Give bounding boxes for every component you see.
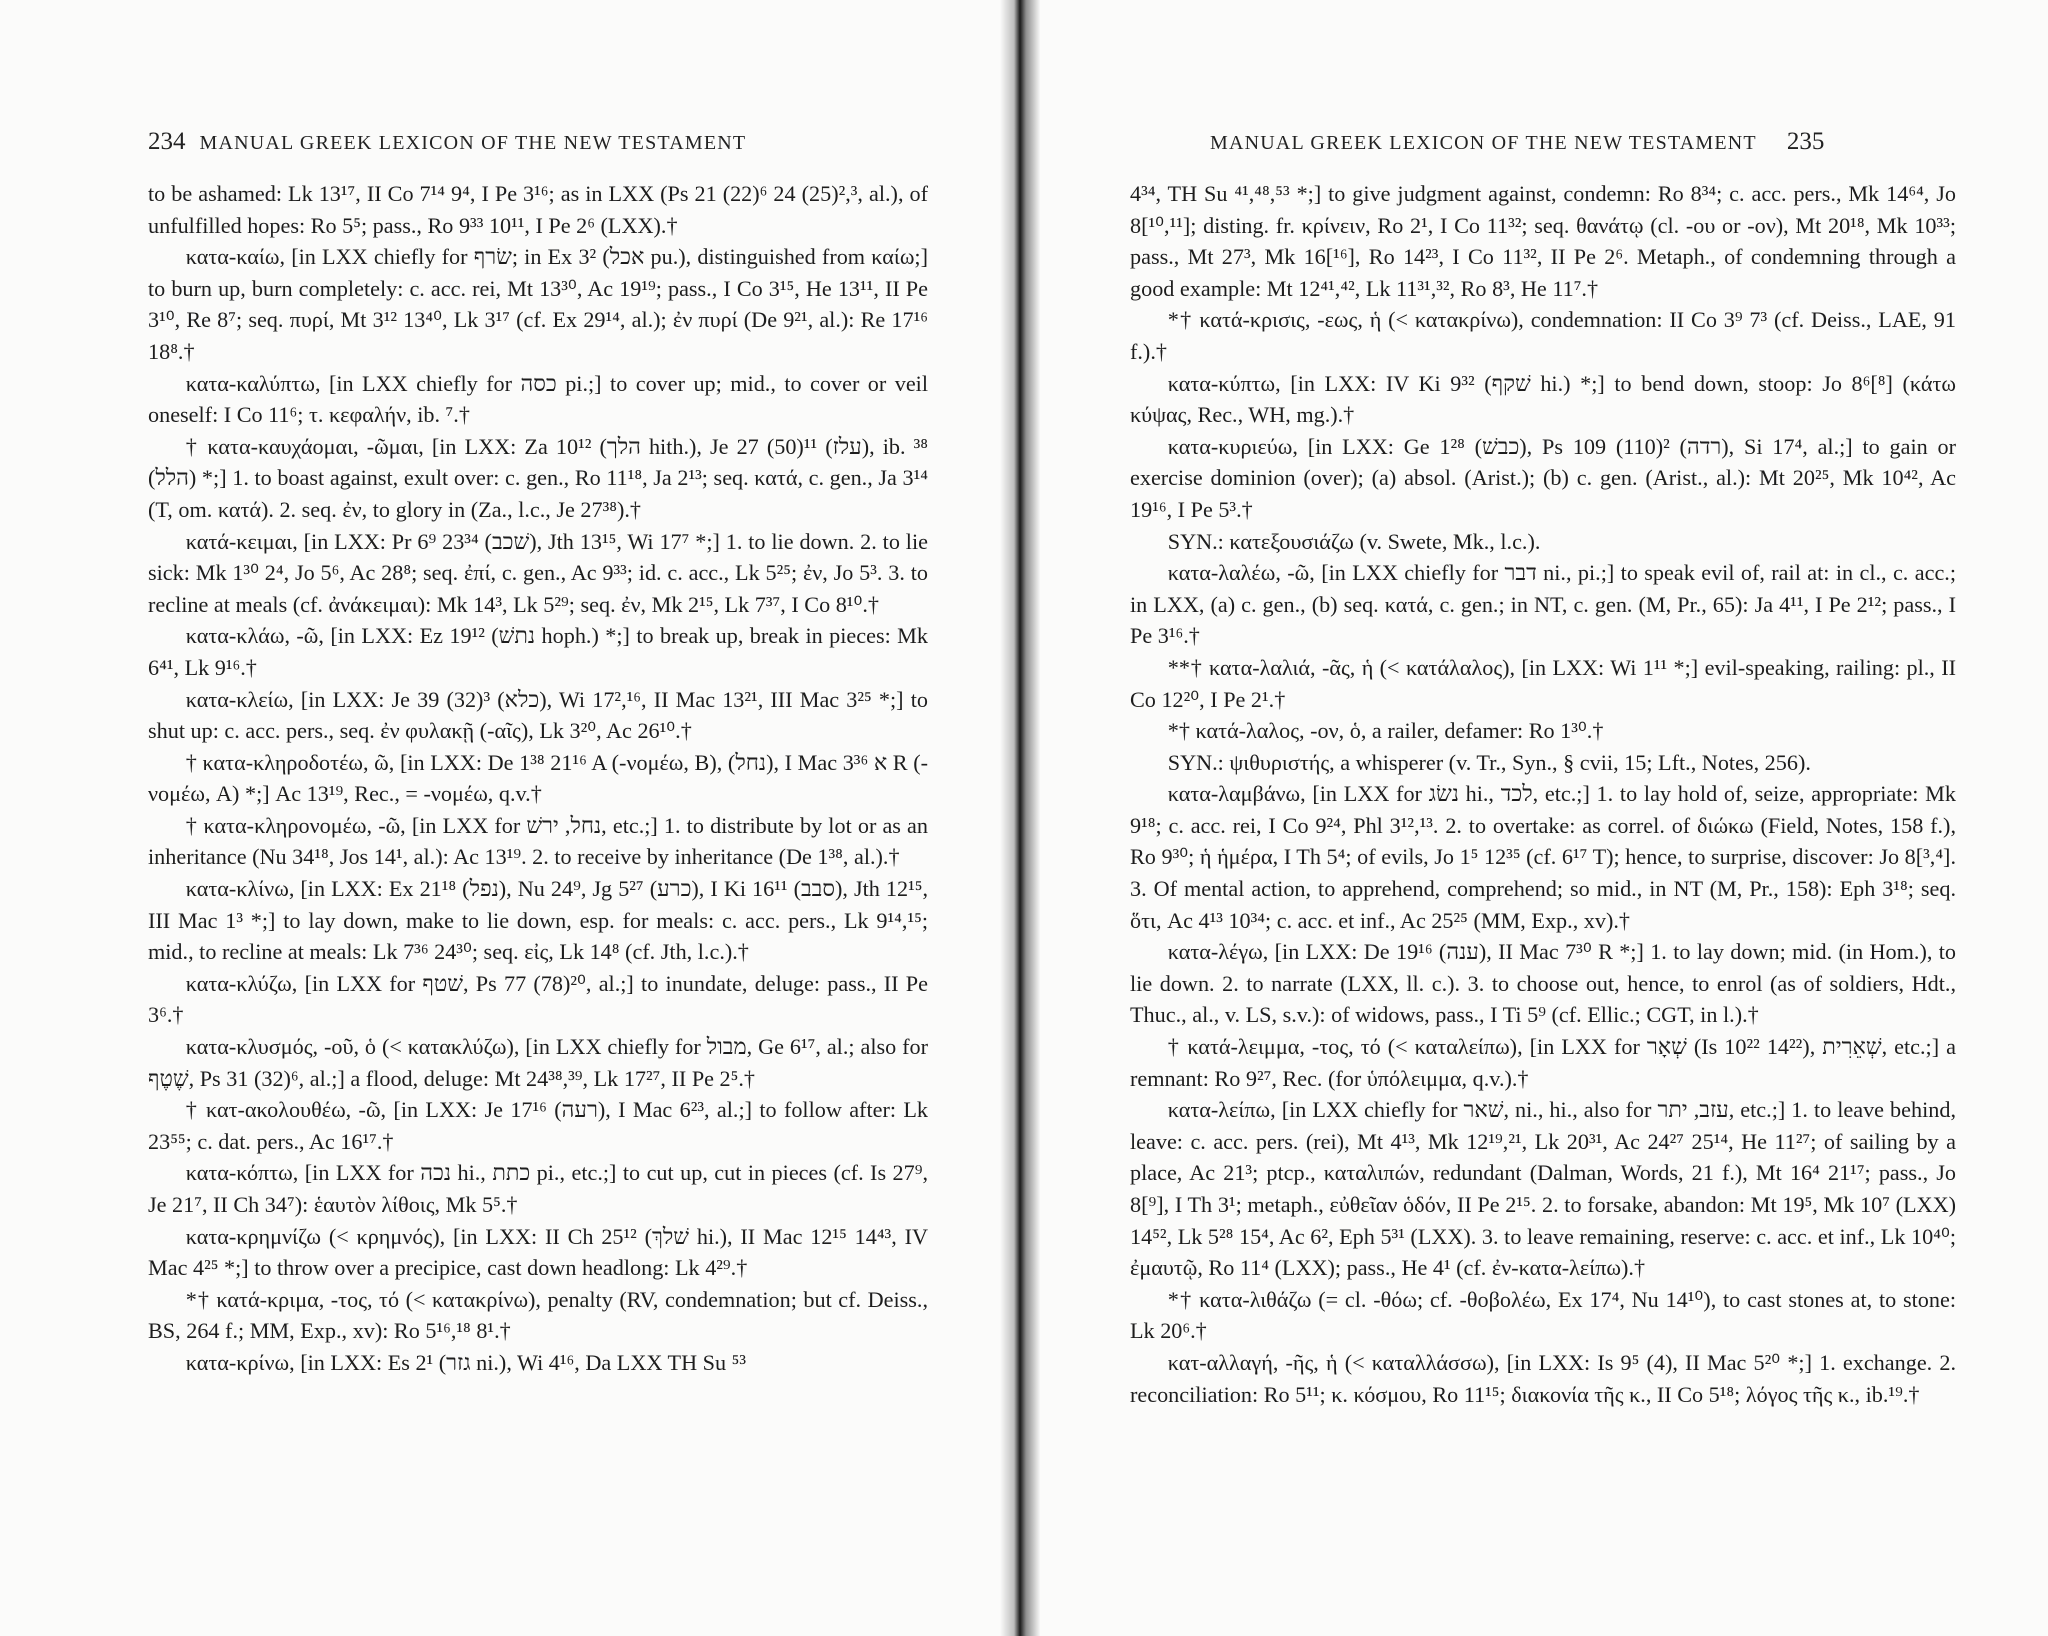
lexicon-entry: 4³⁴, TH Su ⁴¹,⁴⁸,⁵³ *;] to give judgment against, condemn: Ro 8³⁴; c. acc. pers., Mk 14⁶⁴, Jo 8[¹⁰,¹¹]; disting. fr. κρίνειν, Ro 2¹, I Co 11³²; seq. θανάτῳ (cl. -ου or -ον), Mt 20¹⁸, Mk 10³³; pass., Mt 27³, Mk 16[¹⁶], Ro 14²³, I Co 11³², II Pe 2⁶. Metaph., of condemning through a good example: Mt 12⁴¹,⁴², Lk 11³¹,³², Ro 8³, He 11⁷.† xyxy=(1130,181,1956,301)
lexicon-entry: κατα-κλύζω, [in LXX for שׁטף, Ps 77 (78)²⁰, al.;] to inundate, deluge: pass., II Pe 3⁶.† xyxy=(148,970,928,1028)
left-entries-column xyxy=(148,178,928,1379)
lexicon-entry: **† κατα-λαλιά, -ᾶς, ἡ (< κατάλαλος), [in LXX: Wi 1¹¹ *;] evil-speaking, railing: pl., II Co 12²⁰, I Pe 2¹.† xyxy=(1130,654,1956,712)
lexicon-entry: κατα-καίω, [in LXX chiefly for שׂרף; in Ex 3² (אכל pu.), distinguished from καίω;] to burn up, burn completely: c. acc. rei, Mt 13³⁰, Ac 19¹⁹; pass., I Co 3¹⁵, He 13¹¹, II Pe 3¹⁰, Re 8⁷; seq. πυρί, Mt 3¹² 13⁴⁰, Lk 3¹⁷ (cf. Ex 29¹⁴, al.); ἐν πυρί (De 9²¹, al.): Re 17¹⁶ 18⁸.† xyxy=(148,244,928,364)
lexicon-entry: † κατα-καυχάομαι, -ῶμαι, [in LXX: Za 10¹² (הלך hith.), Je 27 (50)¹¹ (עלז), ib. ³⁸ (הלל) *;] 1. to boast against, exult over: c. gen., Ro 11¹⁸, Ja 2¹³; seq. κατά, c. gen., Ja 3¹⁴ (T, om. κατά). 2. seq. ἐν, to glory in (Za., l.c., Je 27³⁸).† xyxy=(148,433,928,522)
lexicon-entry: *† κατα-λιθάζω (= cl. -θόω; cf. -θοβολέω, Ex 17⁴, Nu 14¹⁰), to cast stones at, to stone: Lk 20⁶.† xyxy=(1130,1286,1956,1344)
lexicon-entry: κατα-καλύπτω, [in LXX chiefly for כסה pi.;] to cover up; mid., to cover or veil oneself: I Co 11⁶; τ. κεφαλήν, ib. ⁷.† xyxy=(148,370,929,428)
lexicon-entry: κατα-κλίνω, [in LXX: Ex 21¹⁸ (נפל), Nu 24⁹, Jg 5²⁷ (כרע), I Ki 16¹¹ (סבב), Jth 12¹⁵, III Mac 1³ *;] to lay down, make to lie down, esp. for meals: c. acc. pers., Lk 9¹⁴,¹⁵; mid., to recline at meals: Lk 7³⁶ 24³⁰; seq. εἰς, Lk 14⁸ (cf. Jth, l.c.).† xyxy=(148,876,929,965)
lexicon-entry: κατα-λείπω, [in LXX chiefly for שׁאר, ni., hi., also for עזב, יתר, etc.;] 1. to leave behind, leave: c. acc. pers. (rei), Mt 4¹³, Mk 12¹⁹,²¹, Lk 20³¹, Ac 24²⁷ 25¹⁴, He 11²⁷; of sailing by a place, Ac 21³; ptcp., καταλιπών, redundant (Dalman, Words, 21 f.), Mt 16⁴ 21¹⁷; pass., Jo 8[⁹], I Th 3¹; metaph., εὐθεῖαν ὁδόν, II Pe 2¹⁵. 2. to forsake, abandon: Mt 19⁵, Mk 10⁷ (LXX) 14⁵², Lk 5²⁸ 15⁴, Ac 6², Eph 5³¹ (LXX). 3. to leave remaining, reserve: c. acc. et inf., Lk 10⁴⁰; ἐμαυτῷ, Ro 11⁴ (LXX); pass., He 4¹ (cf. ἐν-κατα-λείπω).† xyxy=(1130,1097,1956,1281)
lexicon-entry: κατα-κόπτω, [in LXX for נכה hi., כתת pi., etc.;] to cut up, cut in pieces (cf. Is 27⁹, Je 21⁷, II Ch 34⁷): ἑαυτὸν λίθοις, Mk 5⁵.† xyxy=(148,1160,928,1217)
lexicon-entry: to be ashamed: Lk 13¹⁷, II Co 7¹⁴ 9⁴, I Pe 3¹⁶; as in LXX (Ps 21 (22)⁶ 24 (25)²,³, al.), of unfulfilled hopes: Ro 5⁵; pass., Ro 9³³ 10¹¹, I Pe 2⁶ (LXX).† xyxy=(148,181,928,238)
right-entries-column xyxy=(1130,178,1956,1410)
right-running-head xyxy=(1210,128,1824,156)
left-running-head xyxy=(148,128,746,156)
lexicon-entry: κατα-κυριεύω, [in LXX: Ge 1²⁸ (כבשׁ), Ps 109 (110)² (רדה), Si 17⁴, al.;] to gain or exercise dominion (over); (a) absol. (Arist.); (b) c. gen. (Arist., al.): Mt 20²⁵, Mk 10⁴², Ac 19¹⁶, I Pe 5³.† xyxy=(1130,433,1956,522)
lexicon-entry: κατ-αλλαγή, -ῆς, ἡ (< καταλλάσσω), [in LXX: Is 9⁵ (4), II Mac 5²⁰ *;] 1. exchange. 2. reconciliation: Ro 5¹¹; κ. κόσμου, Ro 11¹⁵; διακονία τῆς κ., II Co 5¹⁸; λόγος τῆς κ., ib.¹⁹.† xyxy=(1130,1349,1956,1407)
book-gutter xyxy=(1000,0,1040,1636)
right-page xyxy=(1030,0,2048,1636)
lexicon-entry: *† κατά-κριμα, -τος, τό (< κατακρίνω), penalty (RV, condemnation; but cf. Deiss., BS, 264 f.; MM, Exp., xv): Ro 5¹⁶,¹⁸ 8¹.† xyxy=(148,1286,928,1344)
right-running-title: MANUAL GREEK LEXICON OF THE NEW TESTAMENT xyxy=(1210,132,1757,154)
lexicon-entry: † κατα-κληρονομέω, -ῶ, [in LXX for נחל, ירשׁ, etc.;] 1. to distribute by lot or as an inheritance (Nu 34¹⁸, Jos 14¹, al.): Ac 13¹⁹. 2. to receive by inheritance (De 1³⁸, al.).† xyxy=(148,812,929,870)
left-running-title: MANUAL GREEK LEXICON OF THE NEW TESTAMENT xyxy=(199,132,747,154)
lexicon-entry: κατα-κύπτω, [in LXX: IV Ki 9³² (שׁקף hi.) *;] to bend down, stoop: Jo 8⁶[⁸] (κάτω κύψας, Rec., WH, mg.).† xyxy=(1130,370,1956,428)
lexicon-entry: κατα-λαλέω, -ῶ, [in LXX chiefly for דבר ni., pi.;] to speak evil of, rail at: in cl., c. acc.; in LXX, (a) c. gen., (b) seq. κατά, c. gen.; in NT, c. gen. (M, Pr., 65): Ja 4¹¹, I Pe 2¹²; pass., I Pe 3¹⁶.† xyxy=(1130,560,1957,649)
lexicon-entry: κατα-κρημνίζω (< κρημνός), [in LXX: II Ch 25¹² (שׁלךְ hi.), II Mac 12¹⁵ 14⁴³, IV Mac 4²⁵ *;] to throw over a precipice, cast down headlong: Lk 4²⁹.† xyxy=(148,1223,928,1281)
lexicon-entry: κατα-λέγω, [in LXX: De 19¹⁶ (ענה), II Mac 7³⁰ R *;] 1. to lay down; mid. (in Hom.), to lie down. 2. to narrate (LXX, ll. c.). 3. to choose out, hence, to enrol (as of soldiers, Hdt., Thuc., al., v. LS, s.v.): of widows, pass., I Ti 5⁹ (cf. Ellic.; CGT, in l.).† xyxy=(1130,939,1956,1028)
left-page-number: 234 xyxy=(148,128,186,155)
lexicon-entry: κατα-κλείω, [in LXX: Je 39 (32)³ (כלא), Wi 17²,¹⁶, II Mac 13²¹, III Mac 3²⁵ *;] to shut up: c. acc. pers., seq. ἐν φυλακῇ (-αῖς), Lk 3²⁰, Ac 26¹⁰.† xyxy=(148,686,928,744)
lexicon-entry: *† κατά-λαλος, -ον, ὁ, a railer, defamer: Ro 1³⁰.† xyxy=(1167,718,1604,744)
lexicon-entry: κατα-κλυσμός, -οῦ, ὁ (< κατακλύζω), [in LXX chiefly for מבול, Ge 6¹⁷, al.; also for שֶׁטֶף, Ps 31 (32)⁶, al.;] a flood, deluge: Mt 24³⁸,³⁹, Lk 17²⁷, II Pe 2⁵.† xyxy=(148,1034,928,1091)
lexicon-entry: κατα-κρίνω, [in LXX: Es 2¹ (גזר ni.), Wi 4¹⁶, Da LXX TH Su ⁵³ xyxy=(185,1349,747,1375)
lexicon-entry: † κατα-κληροδοτέω, ῶ, [in LXX: De 1³⁸ 21¹⁶ A (-νομέω, B), (נחל), I Mac 3³⁶ א R (-νομέω, A) *;] Ac 13¹⁹, Rec., = -νομέω, q.v.† xyxy=(148,749,928,807)
lexicon-entry: κατα-λαμβάνω, [in LXX for נשׂג hi., לכד, etc.;] 1. to lay hold of, seize, appropriate: Mk 9¹⁸; c. acc. rei, I Co 9²⁴, Phl 3¹²,¹³. 2. to overtake: as correl. of διώκω (Field, Notes, 158 f.), Ro 9³⁰; ἡ ἡμέρα, I Th 5⁴; of evils, Jo 1⁵ 12³⁵ (cf. 6¹⁷ T); hence, to surprise, discover: Jo 8[³,⁴]. 3. Of mental action, to apprehend, comprehend; so mid., in NT (M, Pr., 158): Eph 3¹⁸; seq. ὅτι, Ac 4¹³ 10³⁴; c. acc. et inf., Ac 25²⁵ (MM, Exp., xv).† xyxy=(1130,781,1956,933)
lexicon-entry: SYN.: ψιθυριστής, a whisperer (v. Tr., Syn., § cvii, 15; Lft., Notes, 256). xyxy=(1167,749,1811,775)
lexicon-entry: κατα-κλάω, -ῶ, [in LXX: Ez 19¹² (נתשׁ hoph.) *;] to break up, break in pieces: Mk 6⁴¹, Lk 9¹⁶.† xyxy=(148,623,928,680)
lexicon-entry: *† κατά-κρισις, -εως, ἡ (< κατακρίνω), condemnation: II Co 3⁹ 7³ (cf. Deiss., LAE, 91 f.).† xyxy=(1130,307,1956,364)
lexicon-entry: κατά-κειμαι, [in LXX: Pr 6⁹ 23³⁴ (שׁכב), Jth 13¹⁵, Wi 17⁷ *;] 1. to lie down. 2. to lie sick: Mk 1³⁰ 2⁴, Jo 5⁶, Ac 28⁸; seq. ἐπί, c. gen., Ac 9³³; id. c. acc., Lk 5²⁵; ἐν, Jo 5³. 3. to recline at meals (cf. ἀνάκειμαι): Mk 14³, Lk 5²⁹; seq. ἐν, Mk 2¹⁵, Lk 7³⁷, I Co 8¹⁰.† xyxy=(148,528,928,617)
lexicon-entry: † κατά-λειμμα, -τος, τό (< καταλείπω), [in LXX for שְׁאָר (Is 10²² 14²²), שְׁאֵרִית, etc.;] a remnant: Ro 9²⁷, Rec. (for ὑπόλειμμα, q.v.).† xyxy=(1130,1034,1956,1091)
left-page xyxy=(0,0,1010,1636)
lexicon-entry: † κατ-ακολουθέω, -ῶ, [in LXX: Je 17¹⁶ (רעה), I Mac 6²³, al.;] to follow after: Lk 23⁵⁵; c. dat. pers., Ac 16¹⁷.† xyxy=(148,1097,928,1154)
right-page-number: 235 xyxy=(1786,128,1825,155)
lexicon-entry: SYN.: κατεξουσιάζω (v. Swete, Mk., l.c.). xyxy=(1167,528,1541,554)
